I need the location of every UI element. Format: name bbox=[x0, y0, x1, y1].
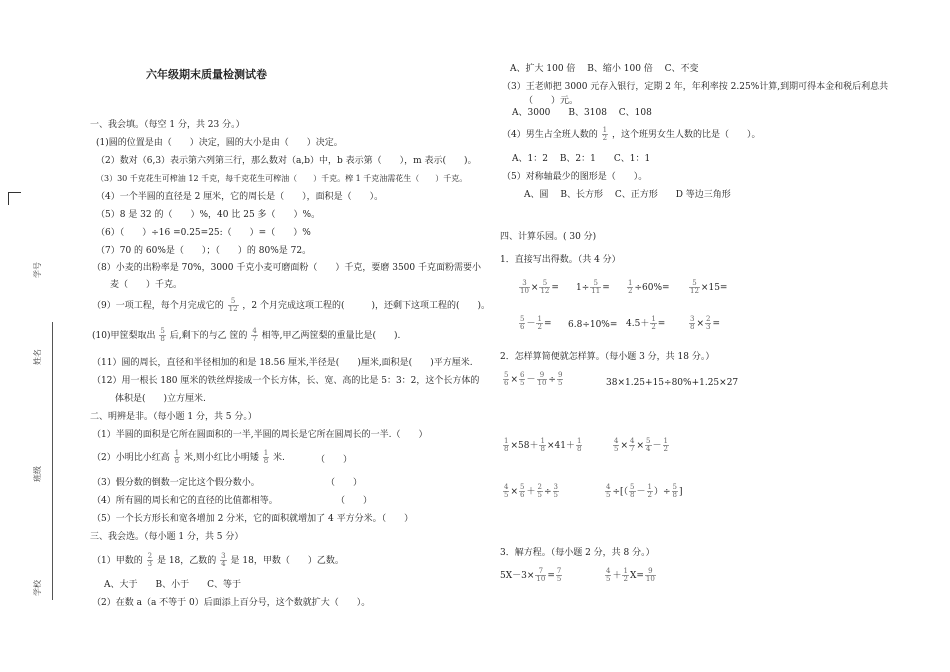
fraction: $\frac{3}{4}$ bbox=[221, 552, 226, 568]
s1-q12b: 体积是( )立方厘米. bbox=[115, 394, 206, 404]
s4-part3-heading: 3．解方程。（每小题 2 分，共 8 分。） bbox=[500, 548, 655, 558]
calc-1-1: $\frac{3}{10}$ × $\frac{5}{12}$ = bbox=[520, 279, 559, 295]
s3-q5: （5）对称轴最少的图形是（ ）。 bbox=[502, 172, 648, 182]
s2-q4: （4）所有圆的周长和它的直径的比值都相等。 bbox=[92, 496, 278, 506]
s4-part1-heading: 1．直接写出得数。（共 4 分） bbox=[500, 255, 621, 265]
s3-q3-options: A、3000 B、3108 C、108 bbox=[512, 108, 652, 118]
s2-q4-blank: （ ） bbox=[336, 496, 373, 506]
fraction: $\frac{5}{11}$ bbox=[591, 279, 601, 295]
s1-q8a: （8）小麦的出粉率是 70%，3000 千克小麦可磨面粉（ ）千克，要磨 3500 千克面粉需要小 bbox=[92, 263, 481, 273]
fraction: $\frac{1}{2}$ bbox=[602, 126, 608, 142]
s1-q5: （5）8 是 32 的（ ）%，40 比 25 多（ ）%。 bbox=[96, 210, 321, 220]
fraction: $\frac{2}{3}$ bbox=[147, 552, 153, 568]
fraction: $\frac{5}{12}$ bbox=[228, 297, 238, 313]
s1-q2: （2）数对（6,3）表示第六列第三行，那么数对（a,b）中，b 表示第（ ），m 表示( )。 bbox=[96, 156, 477, 166]
fraction: $\frac{1}{2}$ bbox=[628, 279, 633, 295]
s1-q11: （11）圆的周长，直径和半径相加的和是 18.56 厘米,半径是( )厘米,面积是( )平方厘米. bbox=[92, 358, 473, 368]
s2-q2-blank: （ ） bbox=[316, 455, 353, 465]
calc-2-2: 6.8÷10%= bbox=[568, 320, 618, 330]
simplify-2: 38×1.25+15÷80%+1.25×27 bbox=[606, 378, 739, 388]
s3-q2-options: A、扩大 100 倍 B、缩小 100 倍 C、不变 bbox=[510, 64, 699, 74]
s3-q3a: （3）王老师把 3000 元存入银行，定期 2 年，年利率按 2.25%计算,到期可得本金和税后利息共 bbox=[502, 82, 889, 92]
s2-q5: （5）一个长方形长和宽各增加 2 分米，它的面积就增加了 4 平方分米。（ ） bbox=[92, 514, 414, 524]
binding-line bbox=[52, 322, 53, 600]
s2-q3: （3）假分数的倒数一定比这个假分数小。 bbox=[92, 478, 260, 488]
equation-1: 5X－3× $\frac{7}{10}$ = $\frac{7}{5}$ bbox=[500, 567, 562, 583]
s1-q9: （9）一项工程，每个月完成它的 $\frac{5}{12}$ ，2 个月完成这项工程的( )，还剩下这项工程的( )。 bbox=[92, 297, 491, 313]
calc-2-4: $\frac{3}{8}$ × $\frac{2}{3}$ = bbox=[690, 315, 721, 331]
s2-q2: （2）小明比小红高 $\frac{1}{8}$ 米,则小红比小明矮 $\frac{1}{8}$ 米. bbox=[92, 449, 285, 465]
s2-q3-blank: （ ） bbox=[326, 478, 363, 488]
s4-part2-heading: 2．怎样算简便就怎样算。（每小题 3 分，共 18 分。） bbox=[500, 352, 715, 362]
fraction: $\frac{5}{12}$ bbox=[690, 279, 699, 295]
s1-q1: (1)圆的位置是由（ ）决定，圆的大小是由（ ）决定。 bbox=[96, 138, 343, 148]
calc-1-2: 1÷ $\frac{5}{11}$ = bbox=[576, 279, 610, 295]
s1-q3: （3）30 千克花生可榨油 12 千克，每千克花生可榨油（ ）千克。榨 1 千克油需花生（ ）千克。 bbox=[96, 174, 468, 183]
s1-q7: （7）70 的 60%是（ ）；（ ）的 80%是 72。 bbox=[96, 246, 312, 256]
fraction: $\frac{5}{12}$ bbox=[540, 279, 550, 295]
fraction: $\frac{2}{3}$ bbox=[706, 315, 711, 331]
fraction: $\frac{1}{8}$ bbox=[174, 449, 180, 465]
fraction: $\frac{3}{8}$ bbox=[690, 315, 695, 331]
s3-q1-options: A、大于 B、小于 C、等于 bbox=[104, 580, 242, 590]
fraction: $\frac{1}{8}$ bbox=[263, 449, 269, 465]
s3-q3b: （ ）元。 bbox=[524, 96, 579, 106]
fraction: $\frac{3}{10}$ bbox=[520, 279, 529, 295]
s1-q6: （6）（ ）÷16 =0.25=25:（ ）=（ ）% bbox=[96, 228, 311, 238]
s1-q8b: 麦（ ）千克。 bbox=[110, 280, 183, 290]
section-3-heading: 三、我会选。（每小题 1 分，共 5 分） bbox=[90, 532, 244, 542]
fraction: $\frac{5}{8}$ bbox=[160, 327, 165, 343]
school-label: 学校 bbox=[33, 580, 42, 596]
exam-title: 六年级期末质量检测试卷 bbox=[146, 68, 267, 81]
s3-q5-options: A、圆 B、长方形 C、正方形 D 等边三角形 bbox=[524, 190, 731, 200]
s3-q4-options: A、1：2 B、2：1 C、1：1 bbox=[512, 154, 651, 164]
calc-2-3: 4.5＋ $\frac{1}{2}$ = bbox=[626, 315, 666, 331]
simplify-6: $\frac{4}{5}$ ÷[（ $\frac{5}{8}$ － $\frac{1}{2}$ ）÷ $\frac{5}{8}$ ] bbox=[606, 483, 683, 499]
fraction: $\frac{4}{7}$ bbox=[252, 327, 257, 343]
s3-q1: （1）甲数的 $\frac{2}{3}$ 是 18，乙数的 $\frac{3}{4}$ 是 18，甲数（ ）乙数。 bbox=[92, 552, 344, 568]
simplify-4: $\frac{4}{5}$ × $\frac{4}{7}$ × $\frac{5}{4}$ － $\frac{1}{2}$ bbox=[614, 437, 668, 453]
fraction: $\frac{1}{2}$ bbox=[537, 315, 542, 331]
student-number-label: 学号 bbox=[33, 262, 42, 278]
class-label: 班级 bbox=[33, 466, 42, 482]
simplify-1: $\frac{5}{6}$ × $\frac{6}{5}$ － $\frac{9}{10}$ ÷ $\frac{9}{5}$ bbox=[504, 371, 563, 387]
calc-1-4: $\frac{5}{12}$ ×15= bbox=[690, 279, 728, 295]
section-2-heading: 二、明辨是非。（每小题 1 分，共 5 分。） bbox=[90, 412, 257, 422]
s1-q12a: （12）用一根长 180 厘米的铁丝焊接成一个长方体，长、宽、高的比是 5：3：2，这个长方体的 bbox=[92, 376, 480, 386]
s2-q1: （1）半圆的面积是它所在圆面积的一半,半圆的周长是它所在圆周长的一半.（ ） bbox=[92, 430, 428, 440]
calc-2-1: $\frac{5}{6}$ － $\frac{1}{2}$ = bbox=[520, 315, 552, 331]
s1-q10: (10)甲筐梨取出 $\frac{5}{8}$ 后,剩下的与乙 筐的 $\frac{4}{7}$ 相等,甲乙两筐梨的重量比是( ). bbox=[92, 327, 401, 343]
equation-2: $\frac{4}{5}$ ＋ $\frac{1}{2}$ X= $\frac{9}{10}$ bbox=[606, 567, 655, 583]
binding-corner-mark bbox=[8, 192, 21, 205]
simplify-3: $\frac{1}{8}$ ×58＋ $\frac{1}{8}$ ×41＋ $\frac{1}{8}$ bbox=[504, 437, 582, 453]
simplify-5: $\frac{4}{5}$ × $\frac{5}{6}$ ＋ $\frac{2}{5}$ ÷ $\frac{3}{5}$ bbox=[504, 483, 558, 499]
section-1-heading: 一、我会填。（每空 1 分，共 23 分。） bbox=[90, 120, 245, 130]
fraction: $\frac{5}{6}$ bbox=[520, 315, 525, 331]
name-label: 姓名 bbox=[33, 349, 42, 365]
s3-q2: （2）在数 a（a 不等于 0）后面添上百分号，这个数就扩大（ ）。 bbox=[92, 598, 371, 608]
s1-q4: （4）一个半圆的直径是 2 厘米，它的周长是（ ），面积是（ ）。 bbox=[96, 192, 384, 202]
section-4-heading: 四、计算乐园。( 30 分) bbox=[500, 232, 597, 242]
calc-1-3: $\frac{1}{2}$ ÷60%= bbox=[628, 279, 670, 295]
s3-q4: （4）男生占全班人数的 $\frac{1}{2}$ ，这个班男女生人数的比是（ ）。 bbox=[502, 126, 761, 142]
fraction: $\frac{1}{2}$ bbox=[651, 315, 656, 331]
